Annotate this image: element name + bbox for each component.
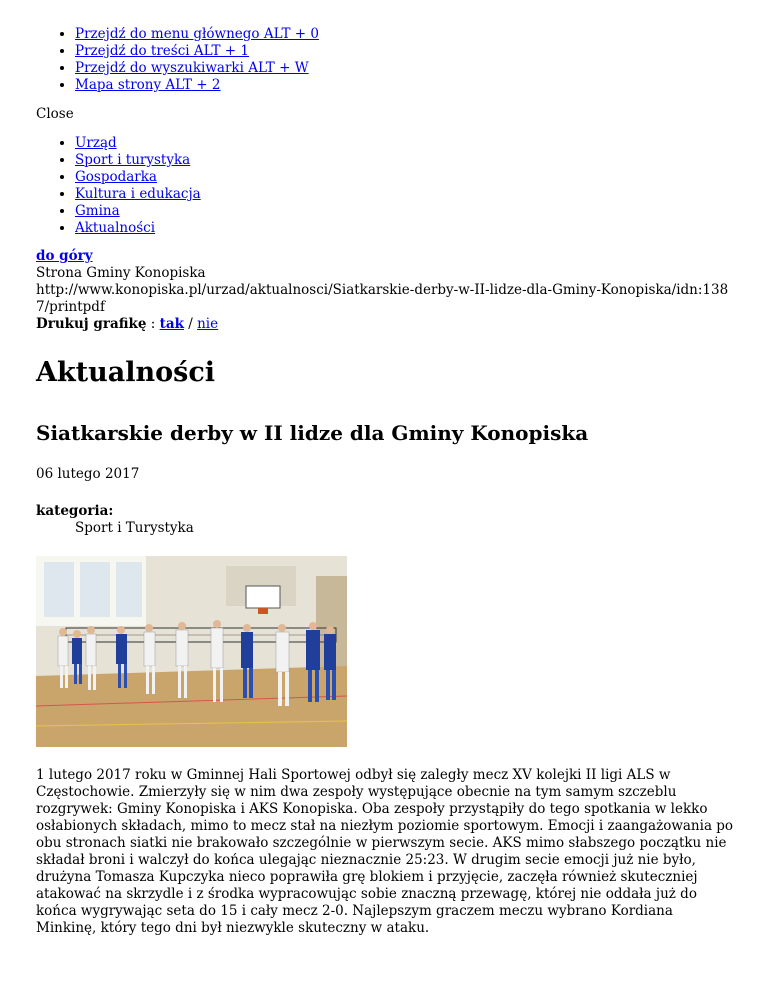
article-photo — [36, 556, 347, 747]
back-to-top-link[interactable]: do góry — [36, 248, 93, 264]
print-graphics-label: Drukuj grafikę — [36, 316, 147, 332]
section-title: Aktualności — [36, 357, 216, 388]
menu-link-gospodarka[interactable]: Gospodarka — [75, 169, 157, 185]
menu-link-aktualnosci[interactable]: Aktualności — [75, 220, 156, 236]
skip-to-menu-link[interactable]: Przejdź do menu głównego ALT + 0 — [75, 26, 319, 42]
skip-link-item — [75, 26, 736, 43]
print-url: http://www.konopiska.pl/urzad/aktualnosci/Siatkarskie-derby-w-II-lidze-dla-Gminy-Konopiska/idn:1387/printpdf — [36, 282, 729, 315]
print-graphics-separator: : — [150, 316, 156, 332]
article-date: 06 lutego 2017 — [36, 466, 140, 482]
print-graphics-no-link[interactable]: nie — [197, 316, 219, 332]
menu-link-gmina[interactable]: Gmina — [75, 203, 120, 219]
main-menu-item — [75, 220, 736, 237]
main-menu-item — [75, 186, 736, 203]
main-menu-item — [75, 203, 736, 220]
print-graphics-divider: / — [188, 316, 193, 332]
skip-link-item — [75, 77, 736, 94]
main-menu-list — [36, 135, 736, 237]
skip-links-list — [36, 26, 736, 94]
article-category — [36, 503, 736, 537]
category-value: Sport i Turystyka — [75, 520, 194, 536]
article-body: 1 lutego 2017 roku w Gminnej Hali Sportowej odbył się zaległy mecz XV kolejki II ligi ALS w Częstochowie. Zmierzyły się w nim dwa zespoły występujące obecnie na tym samym szczeblu rozgrywek: Gminy Konopiska i AKS Konopiska. Oba zespoły przystąpiły do tego spotkania w lekko osłabionych składach, mimo to mecz stał na niezłym poziomie sportowym. Emocji i zaangażowania po obu stronach siatki nie brakowało szczególnie w pierwszym secie. AKS mimo słabszego początku nie składał broni i walczył do końca ulegając nieznacznie 25:23. W drugim secie emocji już nie było, drużyna Tomasza Kupczyka nieco poprawiła grę blokiem i przyjęcie, zaczęła również skuteczniej atakować na skrzydle i z środka wypracowując sobie znaczną przewagę, której nie oddała już do końca wygrywając seta do 15 i cały mecz 2-0. Najlepszym graczem meczu wybrano Kordiana Minkinę, który tego dni był niezwykle skuteczny w ataku. — [36, 767, 734, 936]
close-text: Close — [36, 106, 74, 122]
category-label: kategoria: — [36, 503, 114, 519]
menu-link-sport[interactable]: Sport i turystyka — [75, 152, 191, 168]
page — [36, 26, 736, 937]
print-graphics-yes-link[interactable]: tak — [159, 316, 184, 332]
skip-link-item — [75, 43, 736, 60]
menu-link-urzad[interactable]: Urząd — [75, 135, 117, 151]
site-name: Strona Gminy Konopiska — [36, 265, 206, 281]
print-graphics-row — [36, 316, 736, 333]
main-menu-item — [75, 152, 736, 169]
sitemap-link[interactable]: Mapa strony ALT + 2 — [75, 77, 221, 93]
article-title: Siatkarskie derby w II lidze dla Gminy Konopiska — [36, 421, 589, 445]
skip-to-search-link[interactable]: Przejdź do wyszukiwarki ALT + W — [75, 60, 309, 76]
menu-link-kultura[interactable]: Kultura i edukacja — [75, 186, 201, 202]
main-menu-item — [75, 169, 736, 186]
skip-to-content-link[interactable]: Przejdź do treści ALT + 1 — [75, 43, 249, 59]
skip-link-item — [75, 60, 736, 77]
main-menu-item — [75, 135, 736, 152]
